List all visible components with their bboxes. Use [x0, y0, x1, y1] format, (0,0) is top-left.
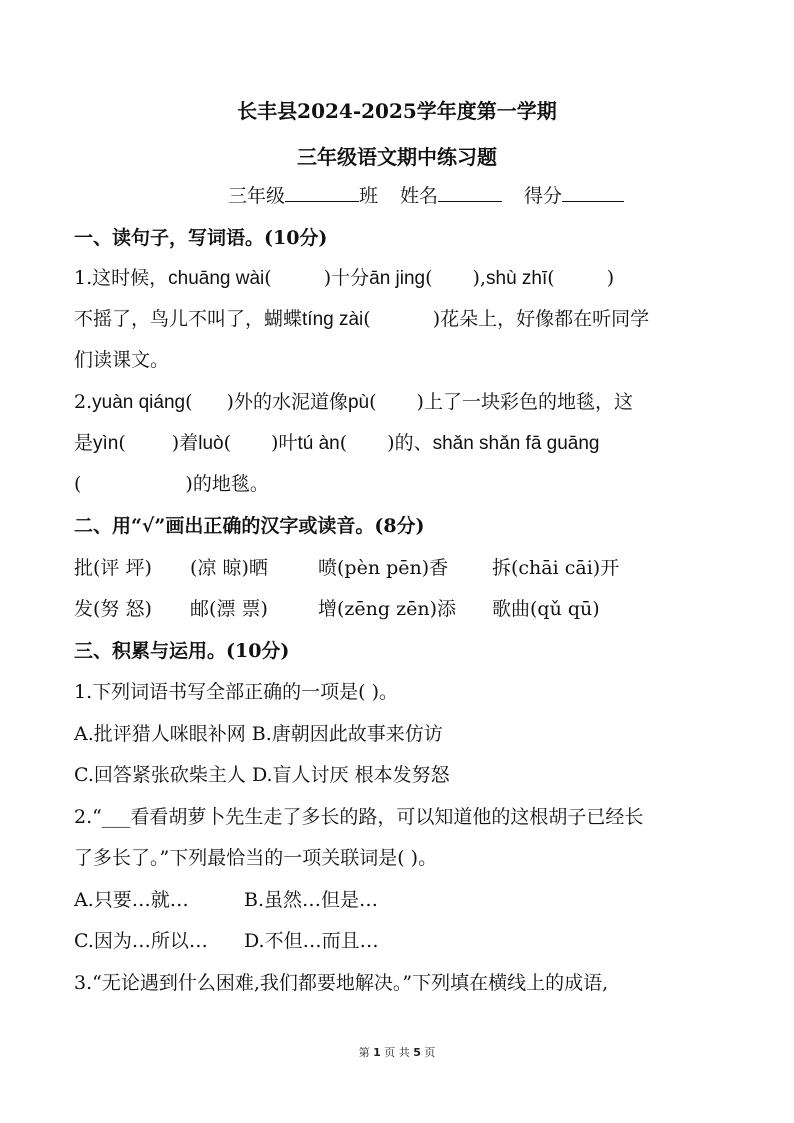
section1-heading: 一、读句子，写词语。(10分)	[74, 227, 328, 249]
answer-bracket: ( )	[363, 308, 441, 330]
answer-bracket: ( )	[425, 267, 480, 289]
s1-q2-line1: 2.yuàn qiáng( )外的水泥道像pù( )上了一块彩色的地毯，这	[74, 391, 633, 413]
pinyin-yin: yìn	[93, 433, 119, 454]
answer-bracket: ( )	[118, 432, 180, 454]
exam-subtitle: 三年级语文期中练习题	[297, 145, 497, 169]
s3-q2-line2: 了多长了。”下列最恰当的一项关联词是( )。	[74, 847, 438, 869]
s3-q3-line1: 3.“无论遇到什么困难,我们都要地解决。”下列填在横线上的成语,	[74, 972, 609, 994]
pinyin-an-jing: ān jing	[369, 268, 426, 289]
answer-bracket: ( )	[547, 267, 615, 289]
answer-bracket: ( )	[223, 432, 279, 454]
choice-item: 拆(chāi cāi)开	[492, 557, 620, 579]
name-blank	[438, 181, 502, 202]
answer-bracket: ( )	[74, 473, 193, 495]
choice-item: 喷(pèn pēn)香	[318, 557, 449, 579]
s1-q2-line2: 是yìn( )着luò( )叶tú àn( )的、shǎn shǎn fā guāng	[74, 432, 600, 454]
choice-item: 歌曲(qǔ qū)	[492, 598, 600, 620]
name-label: 姓名	[400, 185, 439, 207]
pinyin-tu-an: tú àn	[297, 433, 340, 454]
total-pages-number: 5	[413, 1046, 421, 1059]
class-label: 班	[359, 185, 379, 207]
choice-item: 增(zēng zēn)添	[318, 598, 457, 620]
pinyin-yuan-qiang: yuàn qiáng	[92, 392, 186, 413]
section2-heading: 二、用“√”画出正确的汉字或读音。(8分)	[74, 515, 425, 537]
choice-item: 邮(漂 票)	[190, 598, 268, 620]
score-label: 得分	[524, 185, 563, 207]
pinyin-pu: pù	[347, 392, 370, 413]
s3-q1-options-cd: C.回答紧张砍柴主人 D.盲人讨厌 根本发努怒	[74, 764, 450, 786]
option-a: A.只要…就…	[74, 889, 189, 911]
section3-heading: 三、积累与运用。(10分)	[74, 640, 290, 662]
class-blank	[285, 181, 359, 202]
answer-bracket: ( )	[369, 391, 424, 413]
page-footer: 第 1 页 共 5 页	[358, 1046, 436, 1059]
pinyin-chuang-wai: chuāng wài	[168, 268, 265, 289]
pinyin-luo: luò	[198, 433, 224, 454]
s3-q2-line1: 2.“___看看胡萝卜先生走了多长的路，可以知道他的这根胡子已经长	[74, 806, 644, 828]
choice-item: 发(努 怒)	[74, 598, 152, 620]
s1-q2-line3: ( )的地毯。	[74, 473, 269, 495]
pinyin-shan-shan-fa-guang: shǎn shǎn fā guāng	[432, 433, 600, 454]
choice-item: (凉 晾)晒	[190, 557, 268, 579]
answer-bracket: ( )	[185, 391, 234, 413]
s1-q1-line3: 们读课文。	[74, 349, 170, 371]
s3-q1: 1.下列词语书写全部正确的一项是( )。	[74, 681, 398, 703]
score-blank	[562, 181, 624, 202]
option-d: D.不但…而且…	[244, 930, 379, 952]
choice-item: 批(评 坪)	[74, 557, 152, 579]
current-page-number: 1	[373, 1046, 381, 1059]
option-b: B.虽然…但是…	[244, 889, 379, 911]
exam-title: 长丰县2024-2025学年度第一学期	[237, 99, 557, 123]
answer-bracket: ( )	[339, 432, 395, 454]
s1-q1-line1: 1.这时候，chuāng wài( )十分ān jing( ),shù zhī( )	[74, 267, 615, 289]
answer-bracket: ( )	[264, 267, 332, 289]
option-c: C.因为…所以…	[74, 930, 208, 952]
grade-label: 三年级	[228, 185, 286, 207]
s3-q1-options-ab: A.批评猎人咪眼补网 B.唐朝因此故事来仿访	[74, 723, 443, 745]
pinyin-shu-zhi: shù zhī	[486, 268, 548, 289]
s1-q1-line2: 不摇了，鸟儿不叫了，蝴蝶tíng zài( )花朵上，好像都在听同学	[74, 308, 650, 330]
pinyin-ting-zai: tíng zài	[302, 309, 364, 330]
student-info-line	[228, 181, 624, 210]
